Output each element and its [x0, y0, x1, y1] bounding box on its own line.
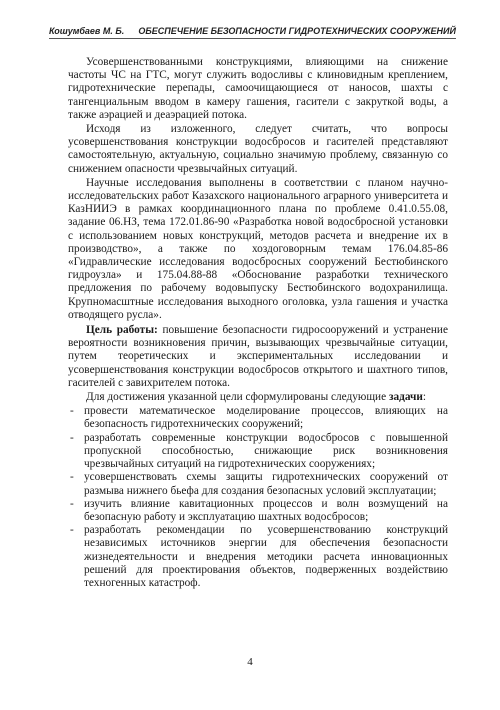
task-marker: - [70, 471, 74, 484]
goal-label: Цель работы: [86, 324, 158, 337]
task-item [68, 471, 448, 497]
task-item [68, 498, 448, 524]
page-number: 4 [247, 656, 253, 668]
task-marker: - [70, 431, 74, 444]
paragraph-problem-relevance: Исходя из изложенного, следует считать, что вопросы усовершенствования конструкции водосбросов и гасителей представляют самостоятельную, актуальную, социально значимую проблему, связанную со снижением опасности чрезвычайных ситуаций. [68, 123, 448, 175]
paragraph-tasks-intro [68, 391, 448, 404]
task-text: усовершенствовать схемы защиты гидротехнических сооружений от размыва нижнего бьефа для создания безопасных условий эксплуатации; [84, 471, 448, 497]
running-header [49, 22, 456, 39]
tasks-intro-suffix: : [422, 391, 427, 404]
tasks-list [68, 405, 448, 590]
task-item [68, 405, 448, 431]
task-marker: - [70, 405, 74, 418]
tasks-word: задачи [388, 391, 423, 404]
paragraph-goal [68, 324, 448, 390]
task-marker: - [70, 524, 74, 537]
task-item [68, 524, 448, 590]
page-body [68, 56, 448, 590]
paragraph-research-basis: Научные исследования выполнены в соответствии с планом научно-исследовательских работ Казахского национального аграрного университета и КазНИИЭ в рамках координационного плана по проблеме 0.41.0.55.08, задание 06.НЗ, тема 172.01.86-90 «Разработка новой водосбросной установки с использованием новых конструкций, методов расчета и внедрение их в производство», а также по хоздоговорным темам 176.04.85-86 «Гидравлические исследования водосбросных сооружений Бестюбинского гидроузла» и 175.04.88-88 «Обоснование разработки технического предложения по рабочему водовыпуску Бестюбинского водохранилища. Крупномасштные исследования выходного оголовка, узла гашения и участка отводящего русла». [68, 176, 448, 321]
task-marker: - [70, 497, 74, 510]
header-author: Кошумбаев М. Б. [49, 26, 125, 36]
header-book-title: ОБЕСПЕЧЕНИЕ БЕЗОПАСНОСТИ ГИДРОТЕХНИЧЕСКИХ СООРУЖЕНИЙ [138, 26, 456, 36]
task-item [68, 432, 448, 472]
task-text: разработать рекомендации по усовершенствованию конструкций независимых источников энергии для обеспечения безопасности жизнедеятельности и внедрения методики расчета инновационных решений для проектирования объектов, подверженных воздействию техногенных катастроф. [84, 524, 448, 589]
tasks-intro-text: Для достижения указанной цели сформулированы следующие [86, 391, 389, 404]
paragraph-improved-designs: Усовершенствованными конструкциями, влияющими на снижение частоты ЧС на ГТС, могут служить водосливы с клиновидным креплением, гидротехнические перепады, самоочищающиеся от наносов, шахты с тангенциальным вводом в камеру гашения, гасители с закруткой воды, а также аэрацией и деаэрацией потока. [68, 56, 448, 121]
goal-text: повышение безопасности гидросооружений и устранение вероятности возникновения причин, вызывающих чрезвычайные ситуации, путем теоретических и экспериментальных исследовании и усовершенствования конструкции водосбросов открытого и шахтного типов, гасителей с завихрителем потока. [68, 324, 448, 389]
task-text: разработать современные конструкции водосбросов с повышенной пропускной способностью, снижающие риск возникновения чрезвычайных ситуаций на гидротехнических сооружениях; [84, 431, 448, 471]
task-text: изучить влияние кавитационных процессов и волн возмущений на безопасную работу и эксплуатацию шахтных водосбросов; [84, 497, 448, 523]
task-text: провести математическое моделирование процессов, влияющих на безопасность гидротехнических сооружений; [84, 405, 448, 431]
